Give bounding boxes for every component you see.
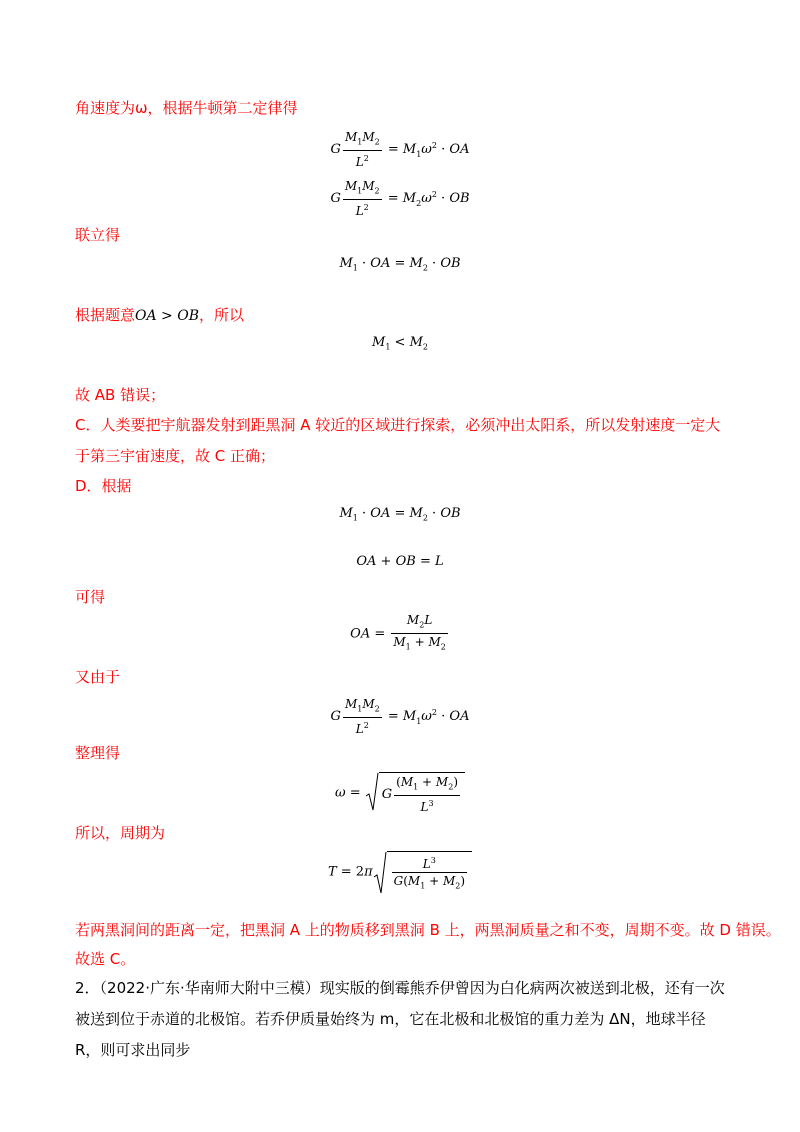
youyouyu-text: 又由于 bbox=[75, 668, 121, 686]
equation-omega: ω = G $\frac{(M_1 + M_2)}{L^3}$ bbox=[0, 772, 800, 814]
zhouqi-text: 所以，周期为 bbox=[75, 824, 166, 842]
equation-sum: OA + OB = L bbox=[356, 554, 444, 569]
equation-oa: OA = $\frac{M_2L}{M_1 + M_2}$ bbox=[350, 613, 446, 652]
equation-period: T = 2π $\frac{L^3}{G(M_1 + M_2)}$ bbox=[0, 851, 800, 893]
question-2-text: 2．（2022·广东·华南师大附中三模）现实版的倒霉熊乔伊曾因为白化病两次被送到北极，还有一次被送到位于赤道的北极馆。若乔伊质量始终为 m，它在北极和北极馆的重力差为 ΔN，地球半径 R，则可求出同步 bbox=[75, 979, 725, 1059]
inline-inequality: OA > OB bbox=[135, 308, 200, 324]
answer-text: 故选 C。 bbox=[75, 950, 136, 968]
lianli-text: 联立得 bbox=[75, 226, 121, 244]
equation-balance-2: $M_1$ · OA = $M_2$ · OB bbox=[339, 506, 461, 523]
genju-suffix: ，所以 bbox=[199, 306, 245, 324]
conclusion-ab: 故 AB 错误； bbox=[75, 386, 166, 404]
genju-line bbox=[75, 304, 244, 327]
conclusion-d: 若两黑洞间的距离一定，把黑洞 A 上的物质移到黑洞 B 上，两黑洞质量之和不变，周期不变。故 D 错误。 bbox=[75, 921, 781, 939]
equation-newton-3: G $\frac{M_1M_2}{L^2}$ = $M_1\omega^2$ · OA bbox=[330, 697, 470, 737]
option-c-text: C．人类要把宇航器发射到距黑洞 A 较近的区域进行探索，必须冲出太阳系，所以发射速度一定大于第三宇宙速度，故 C 正确； bbox=[75, 416, 721, 465]
sqrt-symbol: G $\frac{(M_1 + M_2)}{L^3}$ bbox=[365, 772, 465, 814]
equation-newton-2: G $\frac{M_1M_2}{L^2}$ = $M_2\omega^2$ · OB bbox=[330, 179, 470, 219]
genju-prefix: 根据题意 bbox=[75, 306, 136, 324]
zhengli-text: 整理得 bbox=[75, 744, 121, 762]
kede-text: 可得 bbox=[75, 588, 106, 606]
equation-balance: $M_1$ · OA = $M_2$ · OB bbox=[339, 256, 461, 273]
equation-mass-compare: $M_1 < M_2$ bbox=[372, 335, 428, 352]
option-d-text: D．根据 bbox=[75, 477, 132, 495]
equation-newton-1: G $\frac{M_1M_2}{L^2}$ = $M_1\omega^2$ · OA bbox=[330, 130, 470, 170]
sqrt-symbol: $\frac{L^3}{G(M_1 + M_2)}$ bbox=[373, 851, 472, 893]
intro-text: 角速度为ω，根据牛顿第二定律得 bbox=[75, 99, 298, 117]
